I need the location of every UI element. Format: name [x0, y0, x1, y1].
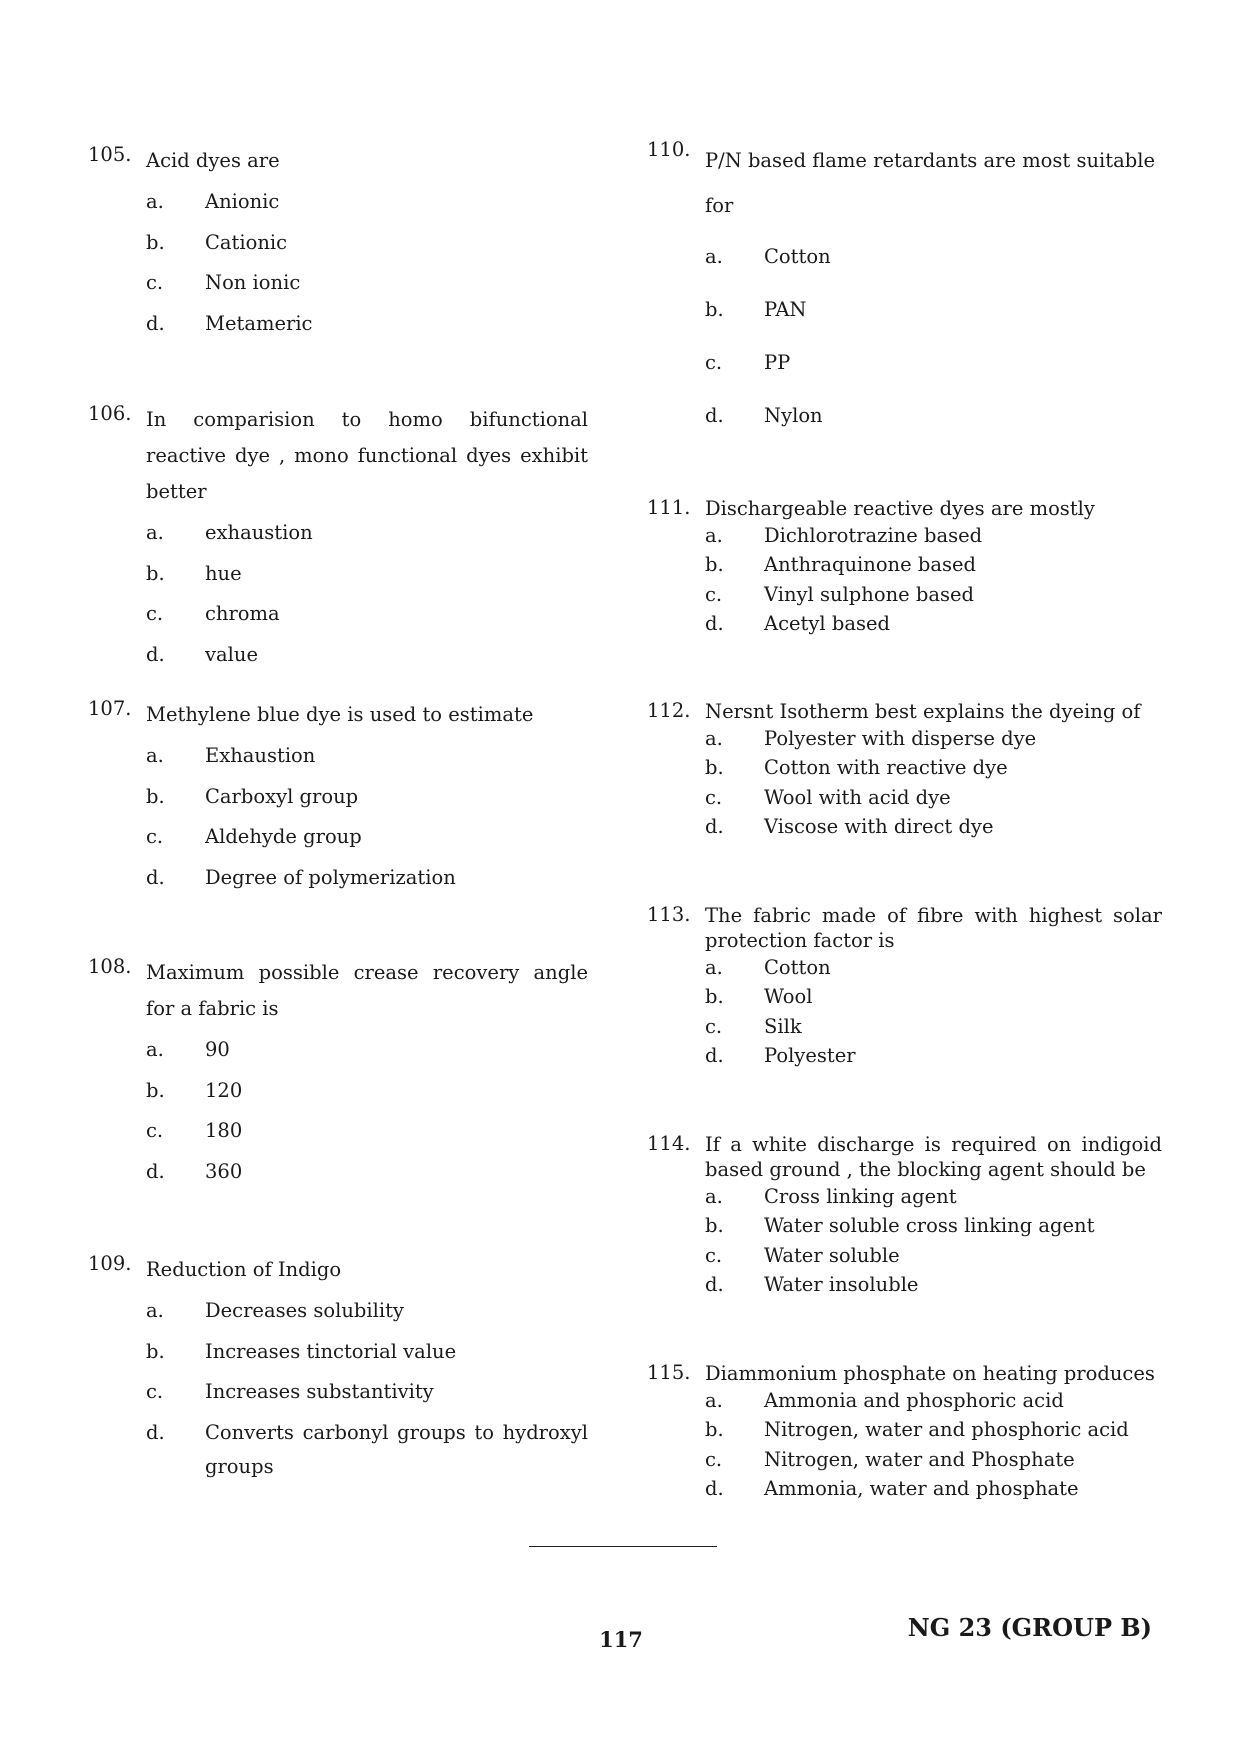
- option-text: Converts carbonyl groups to hydroxyl groups: [205, 1420, 588, 1478]
- option-c: [146, 1375, 588, 1410]
- option-a: [146, 1294, 588, 1329]
- question-number: 110.: [647, 138, 691, 161]
- option-letter: b.: [146, 1078, 165, 1102]
- question-108: [88, 955, 588, 1189]
- option-b: [705, 982, 1162, 1011]
- option-text: Cationic: [205, 230, 288, 254]
- option-c: [146, 820, 588, 855]
- option-b: [705, 1415, 1162, 1444]
- question-105: [88, 143, 588, 341]
- option-a: [146, 1033, 588, 1068]
- option-d: [146, 307, 588, 342]
- option-letter: b.: [705, 1214, 724, 1238]
- paper-code: NG 23 (GROUP B): [907, 1613, 1152, 1642]
- option-d: [705, 1041, 1162, 1070]
- question-111: [647, 496, 1162, 638]
- option-letter: a.: [146, 1038, 164, 1061]
- option-b: [146, 557, 588, 592]
- question-text: Methylene blue dye is used to estimate: [146, 703, 534, 726]
- option-letter: d.: [705, 611, 724, 635]
- question-number: 111.: [647, 496, 691, 519]
- option-letter: d.: [146, 1159, 165, 1183]
- option-d: [146, 1155, 588, 1190]
- option-letter: b.: [705, 553, 724, 577]
- option-letter: c.: [146, 602, 164, 625]
- option-text: Degree of polymerization: [205, 865, 456, 889]
- option-text: Non ionic: [205, 271, 301, 294]
- option-letter: a.: [705, 1389, 723, 1412]
- option-letter: a.: [705, 524, 723, 547]
- option-letter: b.: [146, 1339, 165, 1363]
- question-number: 114.: [647, 1132, 691, 1155]
- option-c: [705, 1012, 1162, 1041]
- option-c: [146, 1114, 588, 1149]
- option-text: Anionic: [205, 190, 280, 213]
- option-text: chroma: [205, 602, 280, 625]
- option-letter: a.: [705, 727, 723, 750]
- option-c: [146, 597, 588, 632]
- option-text: Decreases solubility: [205, 1299, 404, 1322]
- option-text: Acetyl based: [764, 611, 890, 635]
- option-letter: d.: [146, 865, 165, 889]
- option-text: Water soluble cross linking agent: [764, 1214, 1095, 1238]
- option-letter: c.: [705, 1243, 723, 1267]
- option-text: Nitrogen, water and Phosphate: [764, 1447, 1075, 1471]
- option-text: Nylon: [764, 404, 823, 427]
- option-text: Polyester with disperse dye: [764, 727, 1037, 750]
- option-letter: a.: [146, 521, 164, 544]
- option-a: [705, 953, 1162, 982]
- option-text: Dichlorotrazine based: [764, 524, 983, 547]
- option-a: [146, 739, 588, 774]
- question-text: The fabric made of fibre with highest solar protection factor is: [705, 904, 1162, 952]
- option-b: [705, 550, 1162, 579]
- question-text: Dischargeable reactive dyes are mostly: [705, 497, 1095, 520]
- question-109: [88, 1252, 588, 1485]
- question-text: P/N based flame retardants are most suitable for: [705, 149, 1155, 217]
- option-letter: d.: [146, 311, 165, 335]
- option-letter: b.: [705, 1418, 724, 1442]
- option-b: [705, 1211, 1162, 1240]
- option-letter: a.: [705, 1185, 723, 1208]
- option-d: [705, 1474, 1162, 1503]
- option-letter: c.: [146, 271, 164, 294]
- question-number: 113.: [647, 903, 691, 926]
- option-text: Cotton with reactive dye: [764, 756, 1008, 780]
- option-d: [705, 1270, 1162, 1299]
- question-number: 107.: [88, 697, 132, 720]
- end-divider: [529, 1546, 717, 1547]
- option-text: PP: [764, 351, 791, 374]
- option-letter: d.: [705, 1476, 724, 1500]
- option-b: [146, 226, 588, 261]
- option-letter: c.: [705, 1014, 723, 1038]
- option-text: Water soluble: [764, 1243, 900, 1267]
- option-letter: c.: [146, 1119, 164, 1142]
- option-text: Viscose with direct dye: [764, 814, 994, 838]
- option-text: Silk: [764, 1014, 802, 1038]
- option-b: [146, 780, 588, 815]
- option-d: [705, 812, 1162, 841]
- option-text: Ammonia and phosphoric acid: [764, 1389, 1064, 1412]
- option-d: [146, 861, 588, 896]
- option-b: [705, 285, 1162, 334]
- question-text: Reduction of Indigo: [146, 1258, 342, 1281]
- question-106: [88, 402, 588, 672]
- option-letter: b.: [705, 756, 724, 780]
- option-text: 180: [205, 1119, 243, 1142]
- question-text: Maximum possible crease recovery angle for a fabric is: [146, 961, 588, 1020]
- question-number: 105.: [88, 143, 132, 166]
- option-c: [705, 1241, 1162, 1270]
- option-text: PAN: [764, 298, 807, 321]
- option-text: Metameric: [205, 311, 313, 335]
- question-number: 109.: [88, 1252, 132, 1275]
- option-letter: d.: [146, 1420, 165, 1444]
- option-text: 120: [205, 1078, 243, 1102]
- question-text: Nersnt Isotherm best explains the dyeing of: [705, 700, 1141, 723]
- option-text: 90: [205, 1038, 230, 1061]
- option-letter: a.: [146, 744, 164, 767]
- option-a: [705, 724, 1162, 753]
- option-letter: d.: [146, 642, 165, 666]
- option-letter: c.: [146, 825, 164, 848]
- question-text: In comparision to homo bifunctional reactive dye , mono functional dyes exhibit better: [146, 408, 588, 503]
- question-text: If a white discharge is required on indigoid based ground , the blocking agent should be: [705, 1133, 1162, 1181]
- option-text: Ammonia, water and phosphate: [764, 1476, 1079, 1500]
- option-text: Cotton: [764, 245, 831, 268]
- option-text: hue: [205, 561, 242, 585]
- question-112: [647, 699, 1162, 841]
- option-letter: c.: [705, 1447, 723, 1471]
- option-text: Anthraquinone based: [764, 553, 976, 577]
- question-114: [647, 1132, 1162, 1299]
- option-letter: b.: [146, 561, 165, 585]
- option-letter: b.: [705, 298, 724, 321]
- option-b: [146, 1335, 588, 1370]
- option-b: [705, 753, 1162, 782]
- option-letter: b.: [146, 784, 165, 808]
- question-115: [647, 1361, 1162, 1503]
- option-letter: a.: [705, 956, 723, 979]
- option-letter: c.: [705, 582, 723, 606]
- option-a: [146, 185, 588, 220]
- question-number: 112.: [647, 699, 691, 722]
- option-text: Carboxyl group: [205, 784, 359, 808]
- option-text: Increases tinctorial value: [205, 1339, 457, 1363]
- option-d: [146, 1416, 588, 1485]
- question-110: [647, 138, 1162, 440]
- question-number: 115.: [647, 1361, 691, 1384]
- option-d: [146, 638, 588, 673]
- question-number: 106.: [88, 402, 132, 425]
- option-c: [705, 783, 1162, 812]
- option-text: exhaustion: [205, 521, 313, 544]
- option-letter: a.: [146, 190, 164, 213]
- option-a: [705, 521, 1162, 550]
- question-number: 108.: [88, 955, 132, 978]
- option-a: [705, 232, 1162, 281]
- option-a: [705, 1182, 1162, 1211]
- option-d: [705, 609, 1162, 638]
- option-text: Cotton: [764, 956, 831, 979]
- option-letter: d.: [705, 814, 724, 838]
- question-text: Acid dyes are: [146, 149, 280, 172]
- option-c: [705, 338, 1162, 387]
- option-b: [146, 1074, 588, 1109]
- question-113: [647, 903, 1162, 1070]
- page-number: 117: [599, 1627, 643, 1652]
- option-text: Exhaustion: [205, 744, 316, 767]
- option-d: [705, 391, 1162, 440]
- option-letter: b.: [705, 985, 724, 1009]
- option-text: Water insoluble: [764, 1272, 919, 1296]
- option-text: Aldehyde group: [205, 825, 362, 848]
- option-letter: d.: [705, 404, 724, 427]
- option-a: [705, 1386, 1162, 1415]
- option-text: Increases substantivity: [205, 1380, 434, 1403]
- option-a: [146, 516, 588, 551]
- option-letter: d.: [705, 1272, 724, 1296]
- option-text: Wool: [764, 985, 813, 1009]
- option-letter: c.: [146, 1380, 164, 1403]
- option-text: Polyester: [764, 1043, 856, 1067]
- option-text: Nitrogen, water and phosphoric acid: [764, 1418, 1129, 1442]
- option-text: Cross linking agent: [764, 1185, 957, 1208]
- option-letter: c.: [705, 351, 723, 374]
- question-text: Diammonium phosphate on heating produces: [705, 1362, 1155, 1385]
- option-letter: a.: [705, 245, 723, 268]
- option-c: [146, 266, 588, 301]
- question-107: [88, 697, 588, 895]
- option-c: [705, 1445, 1162, 1474]
- option-c: [705, 580, 1162, 609]
- option-letter: d.: [705, 1043, 724, 1067]
- option-text: value: [205, 642, 258, 666]
- option-letter: c.: [705, 785, 723, 809]
- option-text: Vinyl sulphone based: [764, 582, 975, 606]
- option-text: Wool with acid dye: [764, 785, 951, 809]
- option-letter: a.: [146, 1299, 164, 1322]
- option-text: 360: [205, 1159, 243, 1183]
- option-letter: b.: [146, 230, 165, 254]
